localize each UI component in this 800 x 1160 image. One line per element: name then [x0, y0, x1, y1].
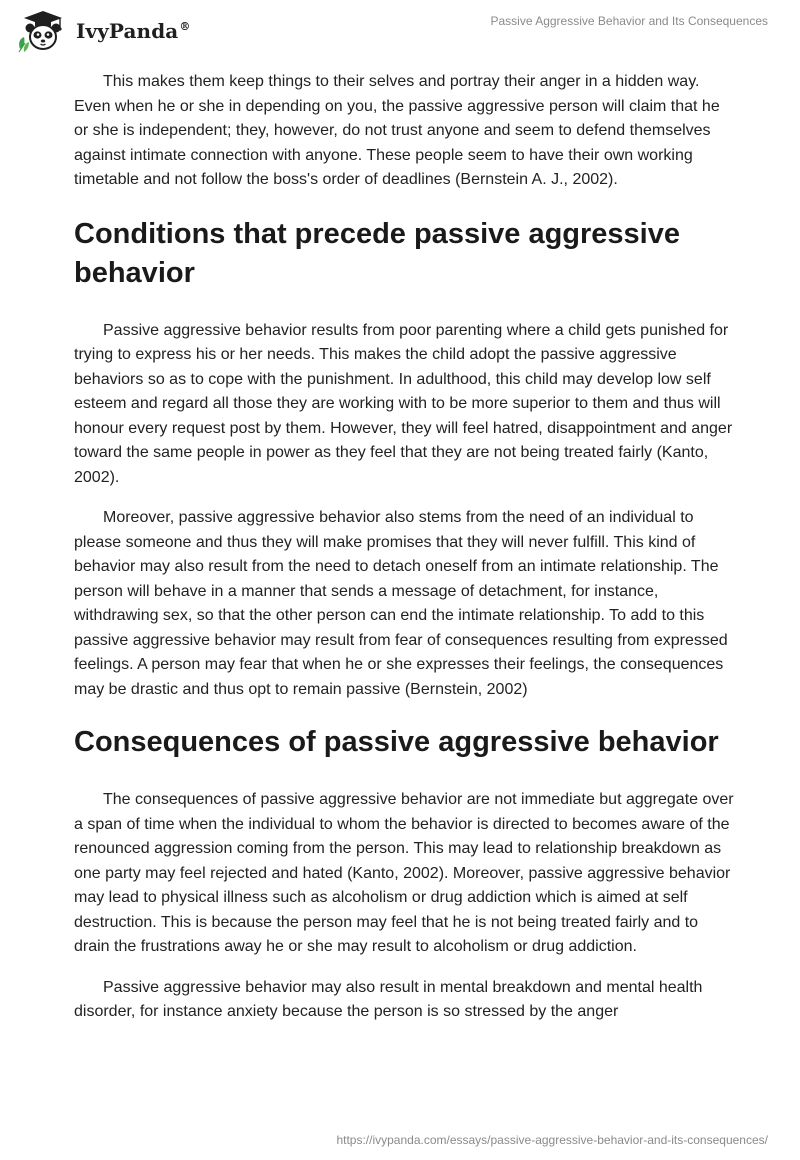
paragraph: This makes them keep things to their selves and portray their anger in a hidden way. Even when he or she in depending on you, the passive aggressive person will claim that he or she is independent; they, however, do not trust anyone and seem to defend themselves against intimate connection with anyone. These people seem to have their own working timetable and not follow the boss's order of deadlines (Bernstein A. J., 2002).: [74, 73, 720, 188]
paragraph: The consequences of passive aggressive behavior are not immediate but aggregate over a span of time when the individual to whom the behavior is directed to becomes aware of the renounced aggression coming from the person. This may lead to relationship breakdown as one party may feel rejected and hated (Kanto, 2002). Moreover, passive aggressive behavior may lead to physical illness such as alcoholism or drug addiction which is aimed at self destruction. This is because the person may feel that he is not being treated fairly and to drain the frustrations away he or she may result to alcoholism or drug addiction.: [74, 791, 734, 955]
paragraph: Passive aggressive behavior results from poor parenting where a child gets punished for trying to express his or her needs. This makes the child adopt the passive aggressive behaviors so as to cope with the punishment. In adulthood, this child may develop low self esteem and regard all those they are working with to be more superior to them and thus will honour every request post by them. However, they will feel hatred, disappointment and anger toward the same people in power as they feel that they are not being treated fairly (Kanto, 2002).: [74, 321, 733, 486]
logo-wordmark: IvyPanda®: [76, 19, 191, 43]
page-header: [0, 0, 800, 62]
ivypanda-logo[interactable]: [14, 9, 190, 53]
paragraph: Moreover, passive aggressive behavior also stems from the need of an individual to please someone and thus they will make promises that they will never fulfill. This kind of behavior may also result from the need to detach oneself from an intimate relationship. The person will behave in a manner that sends a message of detachment, for instance, withdrawing sex, so that the other person can end the intimate relationship. To add to this passive aggressive behavior may result from fear of consequences resulting from expressed feelings. A person may fear that when he or she expresses their feelings, the consequences may be drastic and thus opt to remain passive (Bernstein, 2002): [74, 509, 728, 698]
panda-graduate-icon: [14, 9, 72, 53]
essay-content: [74, 70, 734, 1025]
section-heading-conditions: Conditions that precede passive aggressive behavior: [74, 217, 680, 289]
document-title: Passive Aggressive Behavior and Its Consequences: [490, 14, 768, 28]
section-heading-consequences: Consequences of passive aggressive behavior: [74, 726, 719, 758]
source-url[interactable]: https://ivypanda.com/essays/passive-aggressive-behavior-and-its-consequences/: [336, 1133, 768, 1147]
paragraph: Passive aggressive behavior may also result in mental breakdown and mental health disorder, for instance anxiety because the person is so stressed by the anger: [74, 978, 703, 1020]
